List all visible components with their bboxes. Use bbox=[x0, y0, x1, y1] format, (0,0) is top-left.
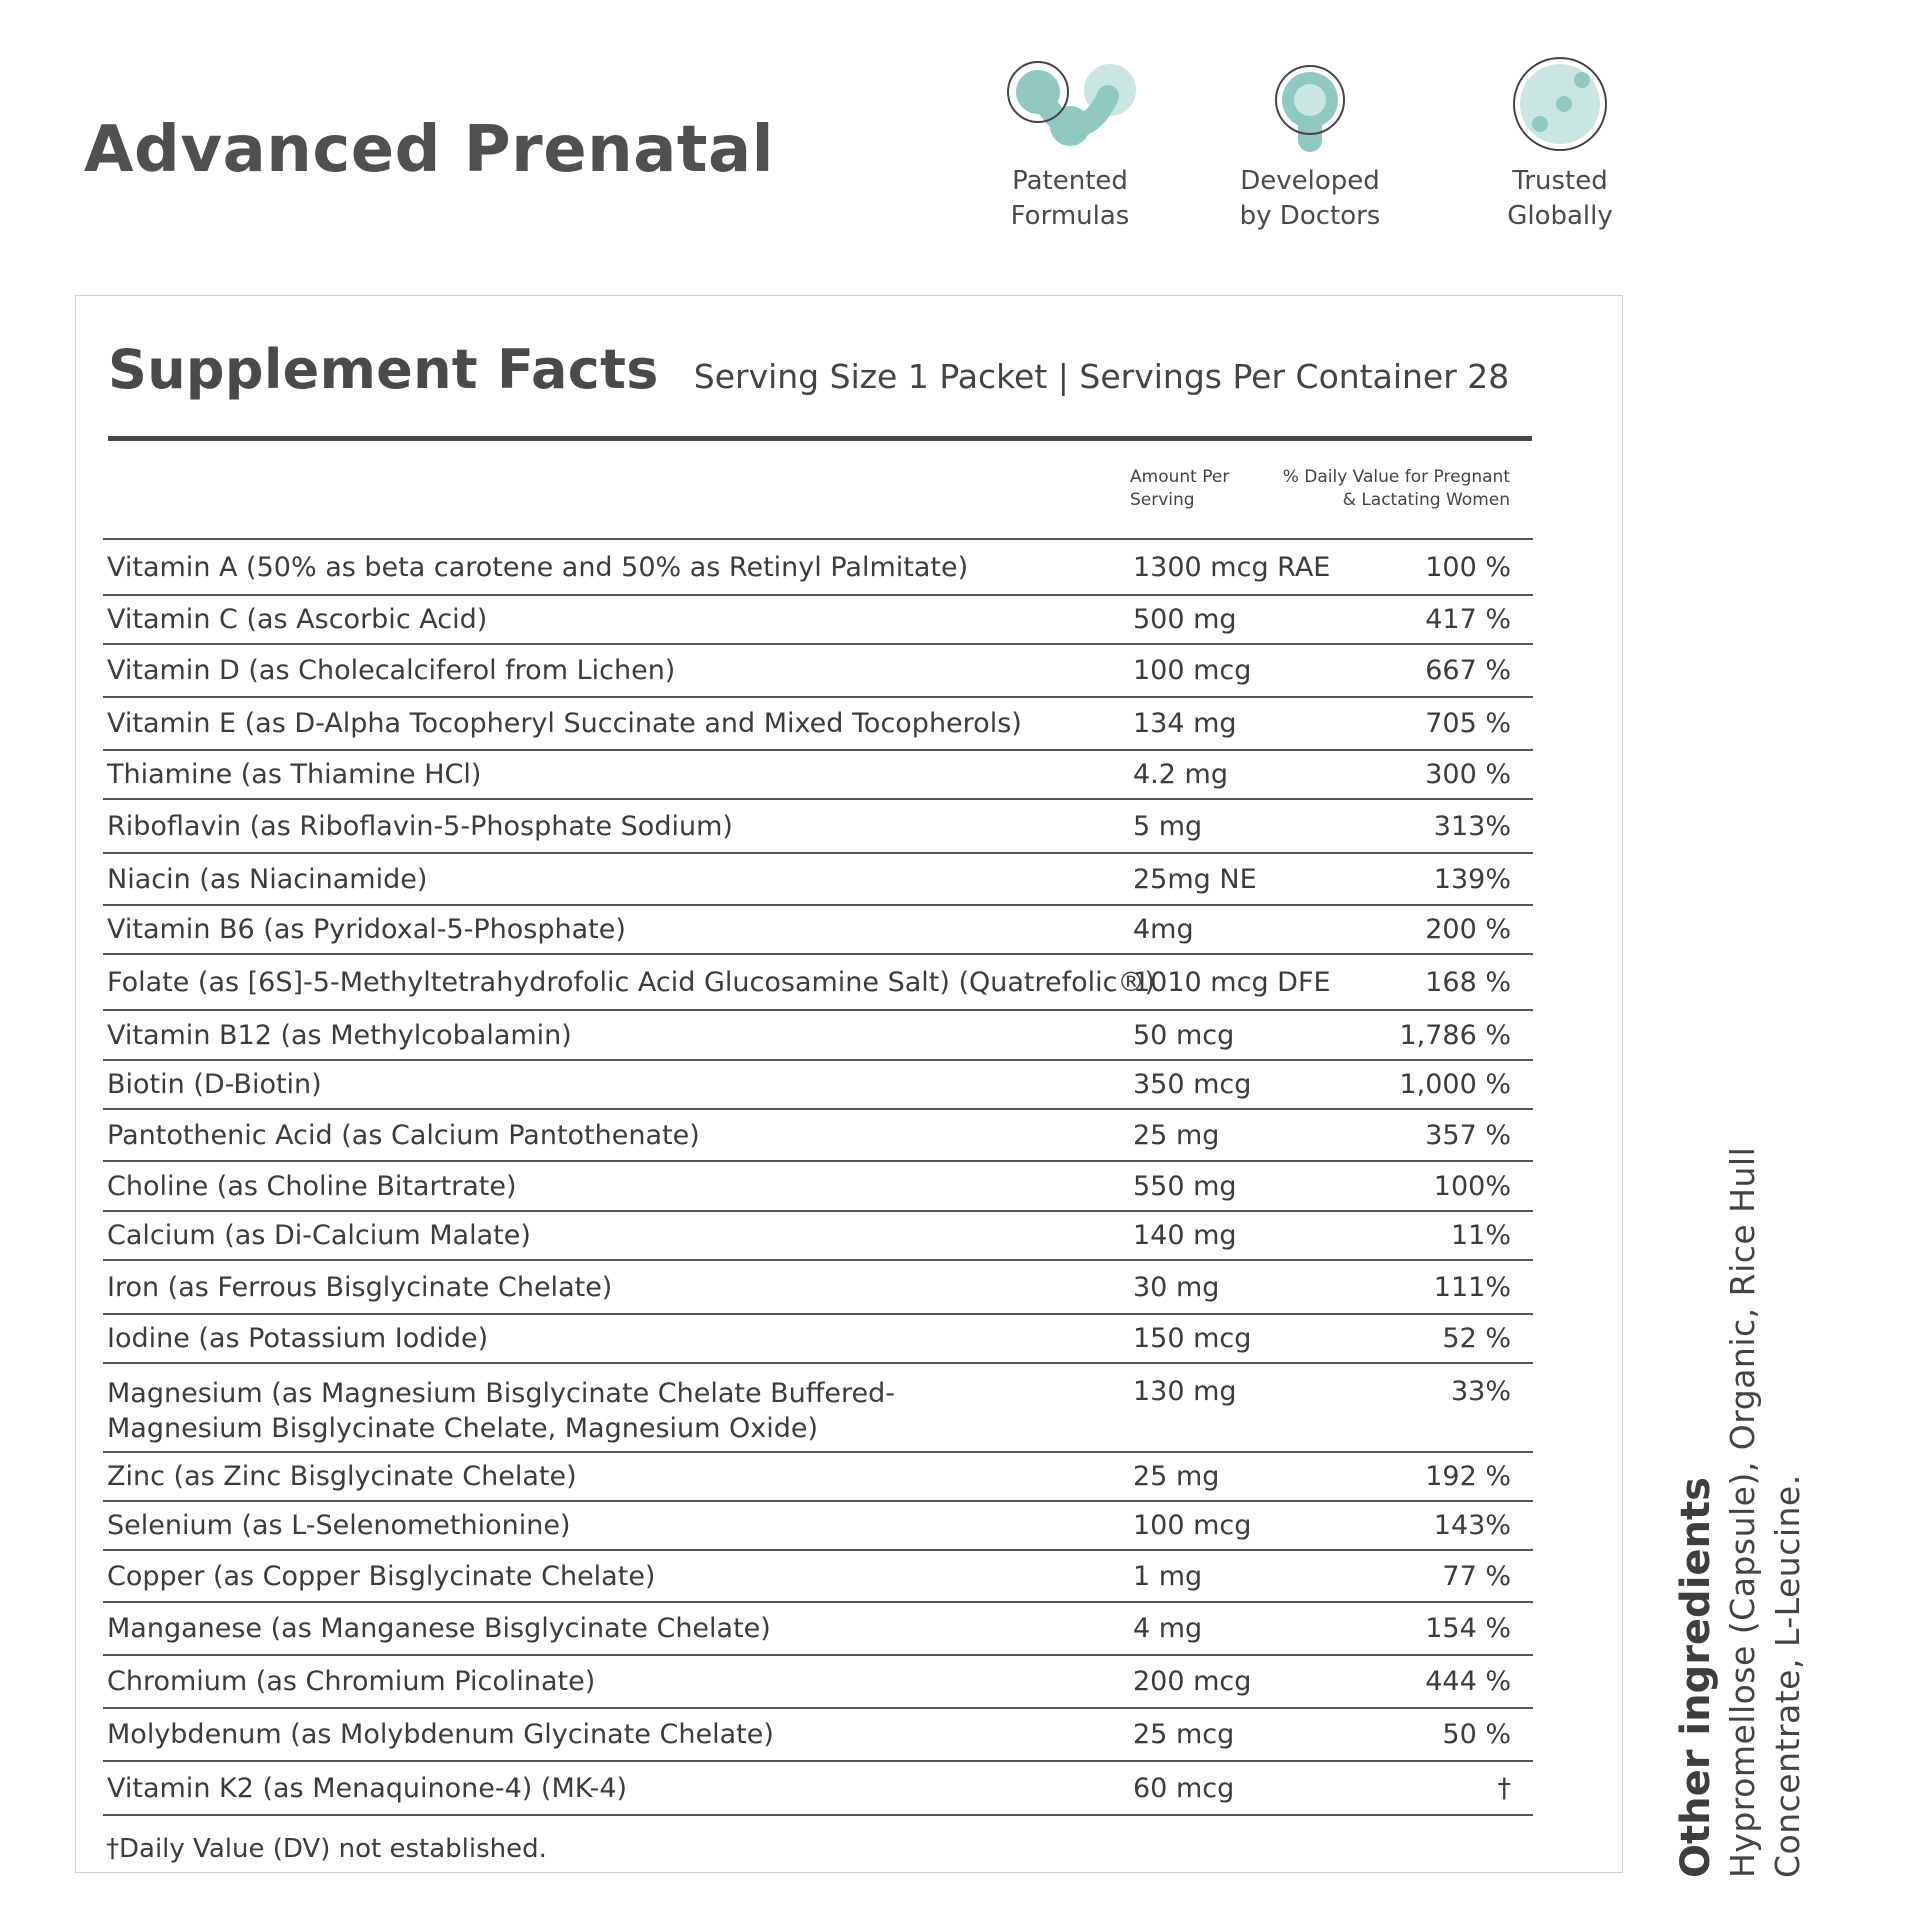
nutrient-daily-value: 139% bbox=[1433, 863, 1511, 895]
table-row bbox=[103, 1707, 1533, 1760]
supplement-facts-title: Supplement Facts bbox=[108, 338, 659, 401]
nutrient-amount: 5 mg bbox=[1133, 810, 1203, 842]
table-row bbox=[103, 643, 1533, 696]
badge-row bbox=[960, 56, 1660, 256]
nutrient-daily-value: 192 % bbox=[1425, 1461, 1511, 1492]
table-row bbox=[103, 1210, 1533, 1259]
nutrient-name: Manganese (as Manganese Bisglycinate Chelate) bbox=[107, 1613, 771, 1644]
nutrient-name: Folate (as [6S]-5-Methyltetrahydrofolic Acid Glucosamine Salt) (Quatrefolic®) bbox=[107, 966, 1156, 998]
table-row bbox=[103, 953, 1533, 1009]
nutrient-name: Molybdenum (as Molybdenum Glycinate Chelate) bbox=[107, 1719, 774, 1750]
nutrient-amount: 140 mg bbox=[1133, 1220, 1237, 1251]
table-row bbox=[103, 1601, 1533, 1654]
table-row bbox=[103, 594, 1533, 643]
nutrient-amount: 1010 mcg DFE bbox=[1133, 966, 1331, 998]
nutrient-name: Calcium (as Di-Calcium Malate) bbox=[107, 1220, 531, 1251]
nutrient-daily-value: 154 % bbox=[1425, 1613, 1511, 1644]
nutrient-daily-value: 100 % bbox=[1425, 551, 1511, 583]
other-ingredients-title: Other ingredients bbox=[1673, 1477, 1719, 1878]
column-header-amount: Amount Per Serving bbox=[1130, 467, 1230, 510]
nutrient-amount: 25 mcg bbox=[1133, 1719, 1235, 1750]
column-header-daily-value: % Daily Value for Pregnant & Lactating Women bbox=[1282, 467, 1510, 510]
nutrient-daily-value: 667 % bbox=[1425, 655, 1511, 686]
nutrient-daily-value: 200 % bbox=[1425, 914, 1511, 945]
table-row bbox=[103, 798, 1533, 852]
nutrient-daily-value: 313% bbox=[1433, 810, 1511, 842]
table-row bbox=[103, 1059, 1533, 1108]
table-row bbox=[103, 1160, 1533, 1210]
table-row bbox=[103, 1009, 1533, 1059]
nutrient-daily-value: 1,000 % bbox=[1399, 1069, 1511, 1100]
nutrient-daily-value: 168 % bbox=[1425, 966, 1511, 998]
table-row bbox=[103, 1451, 1533, 1500]
nutrient-name: Vitamin A (50% as beta carotene and 50% as Retinyl Palmitate) bbox=[107, 551, 969, 583]
nutrient-amount: 25mg NE bbox=[1133, 863, 1257, 895]
other-ingredients-text: Hypromellose (Capsule), Organic, Rice Hull Concentrate, L-Leucine. bbox=[1723, 1146, 1807, 1878]
nutrient-name: Vitamin C (as Ascorbic Acid) bbox=[107, 604, 488, 635]
nutrient-amount: 60 mcg bbox=[1133, 1772, 1235, 1804]
nutrient-daily-value: 705 % bbox=[1425, 708, 1511, 739]
nutrient-amount: 100 mcg bbox=[1133, 655, 1252, 686]
nutrient-daily-value: 111% bbox=[1433, 1271, 1511, 1303]
badge-label-patented: Patented Formulas bbox=[1010, 166, 1130, 231]
nutrient-amount: 30 mg bbox=[1133, 1271, 1220, 1303]
nutrient-name: Biotin (D-Biotin) bbox=[107, 1069, 322, 1100]
nutrient-name: Selenium (as L-Selenomethionine) bbox=[107, 1510, 571, 1541]
table-row bbox=[103, 1313, 1533, 1362]
nutrient-daily-value: 100% bbox=[1433, 1170, 1511, 1202]
table-row bbox=[103, 1549, 1533, 1601]
table-row bbox=[103, 1108, 1533, 1160]
nutrient-amount: 4.2 mg bbox=[1133, 759, 1228, 790]
serving-info: Serving Size 1 Packet | Servings Per Container 28 bbox=[693, 357, 1510, 396]
nutrient-name: Copper (as Copper Bisglycinate Chelate) bbox=[107, 1560, 656, 1592]
nutrient-daily-value: 77 % bbox=[1442, 1560, 1511, 1592]
nutrient-name: Iron (as Ferrous Bisglycinate Chelate) bbox=[107, 1271, 613, 1303]
table-bottom-rule bbox=[103, 1814, 1533, 1816]
nutrient-daily-value: 52 % bbox=[1442, 1323, 1511, 1354]
nutrient-daily-value: 33% bbox=[1450, 1376, 1511, 1407]
nutrient-amount: 134 mg bbox=[1133, 708, 1237, 739]
table-row bbox=[103, 1500, 1533, 1549]
nutrient-amount: 350 mcg bbox=[1133, 1069, 1252, 1100]
nutrient-name: Zinc (as Zinc Bisglycinate Chelate) bbox=[107, 1461, 577, 1492]
supplement-facts-header bbox=[108, 338, 1509, 401]
nutrient-daily-value: 11% bbox=[1450, 1220, 1511, 1251]
table-row bbox=[103, 852, 1533, 904]
nutrient-daily-value: 357 % bbox=[1425, 1119, 1511, 1151]
nutrient-daily-value: 50 % bbox=[1442, 1719, 1511, 1750]
table-row bbox=[103, 1259, 1533, 1313]
nutrient-amount: 25 mg bbox=[1133, 1461, 1220, 1492]
nutrient-amount: 1 mg bbox=[1133, 1560, 1203, 1592]
nutrient-daily-value: † bbox=[1497, 1772, 1511, 1804]
nutrient-daily-value: 1,786 % bbox=[1399, 1019, 1511, 1051]
table-row bbox=[103, 1654, 1533, 1707]
nutrient-name: Iodine (as Potassium Iodide) bbox=[107, 1323, 489, 1354]
nutrient-name: Chromium (as Chromium Picolinate) bbox=[107, 1666, 596, 1697]
nutrient-name: Vitamin B6 (as Pyridoxal-5-Phosphate) bbox=[107, 914, 626, 945]
badge-label-doctors: Developed by Doctors bbox=[1239, 166, 1381, 231]
table-row bbox=[103, 1362, 1533, 1451]
nutrient-name: Vitamin B12 (as Methylcobalamin) bbox=[107, 1019, 572, 1051]
nutrient-name: Magnesium (as Magnesium Bisglycinate Chelate Buffered- Magnesium Bisglycinate Chelate, Magnesium Oxide) bbox=[107, 1378, 896, 1444]
table-row bbox=[103, 538, 1533, 594]
nutrient-amount: 100 mcg bbox=[1133, 1510, 1252, 1541]
badge-doctors bbox=[1200, 56, 1420, 234]
footnote: †Daily Value (DV) not established. bbox=[106, 1834, 547, 1864]
table-row bbox=[103, 696, 1533, 749]
globe-icon bbox=[1490, 56, 1630, 152]
badge-patented bbox=[960, 56, 1180, 234]
other-ingredients bbox=[1672, 878, 1810, 1878]
nutrient-amount: 50 mcg bbox=[1133, 1019, 1235, 1051]
nutrient-name: Vitamin D (as Cholecalciferol from Lichen) bbox=[107, 655, 676, 686]
page-title: Advanced Prenatal bbox=[84, 113, 775, 187]
nutrient-name: Thiamine (as Thiamine HCl) bbox=[107, 759, 482, 790]
nutrient-amount: 1300 mcg RAE bbox=[1133, 551, 1331, 583]
nutrient-name: Niacin (as Niacinamide) bbox=[107, 863, 428, 895]
nutrient-amount: 200 mcg bbox=[1133, 1666, 1252, 1697]
badge-label-trusted: Trusted Globally bbox=[1507, 166, 1613, 231]
nutrient-daily-value: 300 % bbox=[1425, 759, 1511, 790]
nutrient-amount: 500 mg bbox=[1133, 604, 1237, 635]
nutrient-name: Vitamin K2 (as Menaquinone-4) (MK-4) bbox=[107, 1772, 628, 1804]
nutrient-daily-value: 143% bbox=[1433, 1510, 1511, 1541]
nutrient-amount: 550 mg bbox=[1133, 1170, 1237, 1202]
nutrient-daily-value: 417 % bbox=[1425, 604, 1511, 635]
nutrient-table bbox=[103, 538, 1533, 1816]
doctor-icon bbox=[1240, 56, 1380, 152]
nutrient-amount: 150 mcg bbox=[1133, 1323, 1252, 1354]
nutrient-amount: 4 mg bbox=[1133, 1613, 1203, 1644]
badge-trusted bbox=[1450, 56, 1670, 234]
nutrient-daily-value: 444 % bbox=[1425, 1666, 1511, 1697]
table-row bbox=[103, 1760, 1533, 1814]
table-row bbox=[103, 749, 1533, 798]
heavy-rule bbox=[108, 436, 1532, 441]
molecule-icon bbox=[1000, 56, 1140, 152]
nutrient-name: Vitamin E (as D-Alpha Tocopheryl Succinate and Mixed Tocopherols) bbox=[107, 708, 1022, 739]
table-row bbox=[103, 904, 1533, 953]
nutrient-amount: 4mg bbox=[1133, 914, 1194, 945]
nutrient-amount: 130 mg bbox=[1133, 1376, 1237, 1407]
nutrient-amount: 25 mg bbox=[1133, 1119, 1220, 1151]
nutrient-name: Choline (as Choline Bitartrate) bbox=[107, 1170, 517, 1202]
nutrient-name: Riboflavin (as Riboflavin-5-Phosphate Sodium) bbox=[107, 810, 733, 842]
nutrient-name: Pantothenic Acid (as Calcium Pantothenate) bbox=[107, 1119, 700, 1151]
